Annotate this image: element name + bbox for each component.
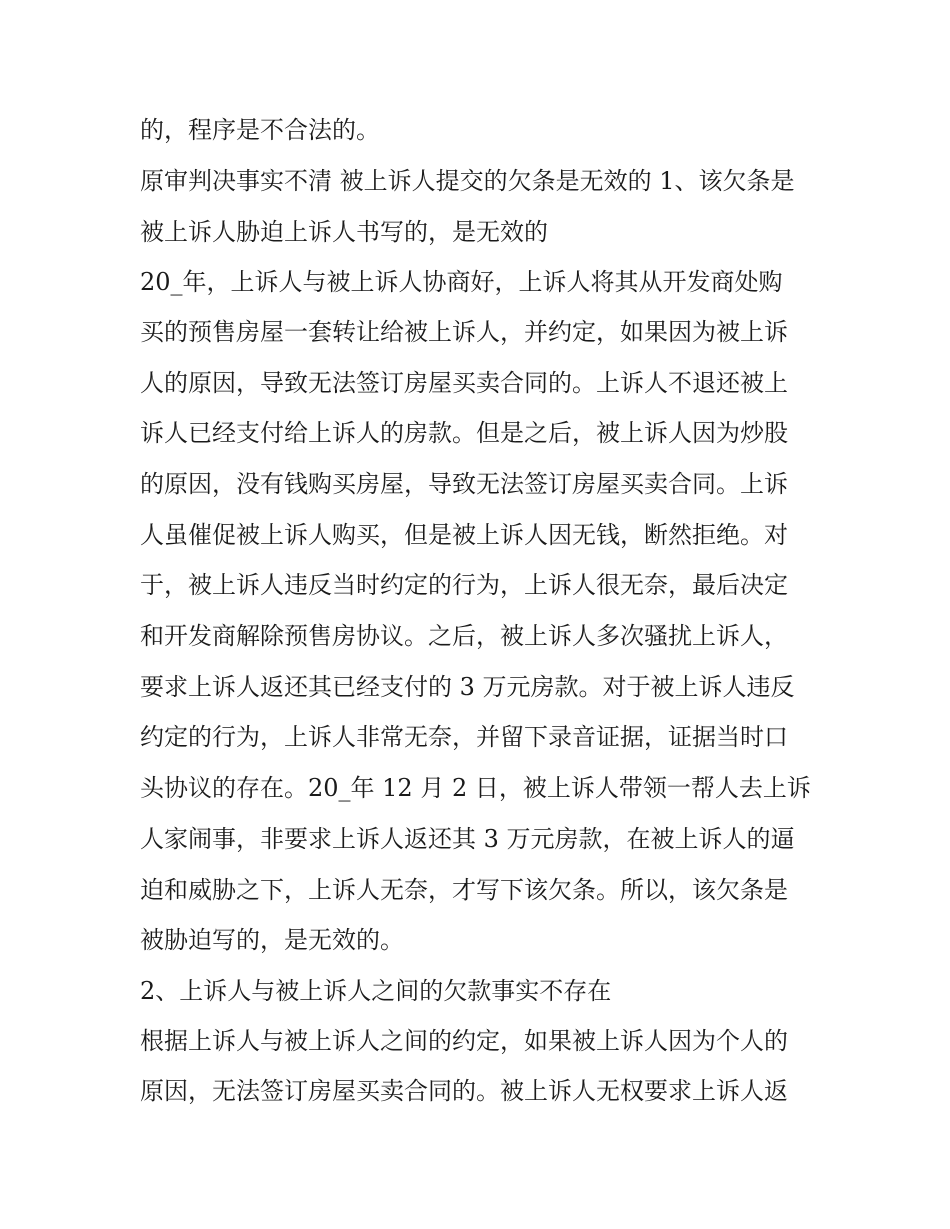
- text-line: 和开发商解除预售房协议。之后，被上诉人多次骚扰上诉人，: [140, 622, 788, 650]
- text-line: 的，程序是不合法的。: [140, 116, 380, 144]
- text-line: 人虽催促被上诉人购买，但是被上诉人因无钱，断然拒绝。对: [140, 521, 788, 549]
- text-line: 原审判决事实不清 被上诉人提交的欠条是无效的 1、该欠条是: [140, 167, 795, 195]
- text-line: 约定的行为，上诉人非常无奈，并留下录音证据，证据当时口: [140, 723, 788, 751]
- text-line: 的原因，没有钱购买房屋，导致无法签订房屋买卖合同。上诉: [140, 470, 788, 498]
- text-line: 迫和威胁之下，上诉人无奈，才写下该欠条。所以，该欠条是: [140, 876, 788, 904]
- text-line: 要求上诉人返还其已经支付的 3 万元房款。对于被上诉人违反: [140, 673, 795, 701]
- text-line: 原因，无法签订房屋买卖合同的。被上诉人无权要求上诉人返: [140, 1077, 788, 1105]
- section-heading: 2、上诉人与被上诉人之间的欠款事实不存在: [140, 977, 612, 1005]
- text-line: 于，被上诉人违反当时约定的行为，上诉人很无奈，最后决定: [140, 571, 788, 599]
- text-line: 被上诉人胁迫上诉人书写的，是无效的: [140, 218, 548, 246]
- text-line: 被胁迫写的，是无效的。: [140, 926, 404, 954]
- text-line: 人的原因，导致无法签订房屋买卖合同的。上诉人不退还被上: [140, 369, 788, 397]
- text-line: 诉人已经支付给上诉人的房款。但是之后，被上诉人因为炒股: [140, 419, 788, 447]
- text-line: 买的预售房屋一套转让给被上诉人，并约定，如果因为被上诉: [140, 318, 788, 346]
- text-line: 20_年，上诉人与被上诉人协商好，上诉人将其从开发商处购: [140, 268, 783, 296]
- text-line: 人家闹事，非要求上诉人返还其 3 万元房款，在被上诉人的逼: [140, 825, 795, 853]
- text-line: 头协议的存在。20_年 12 月 2 日，被上诉人带领一帮人去上诉: [140, 774, 811, 802]
- text-line: 根据上诉人与被上诉人之间的约定，如果被上诉人因为个人的: [140, 1027, 788, 1055]
